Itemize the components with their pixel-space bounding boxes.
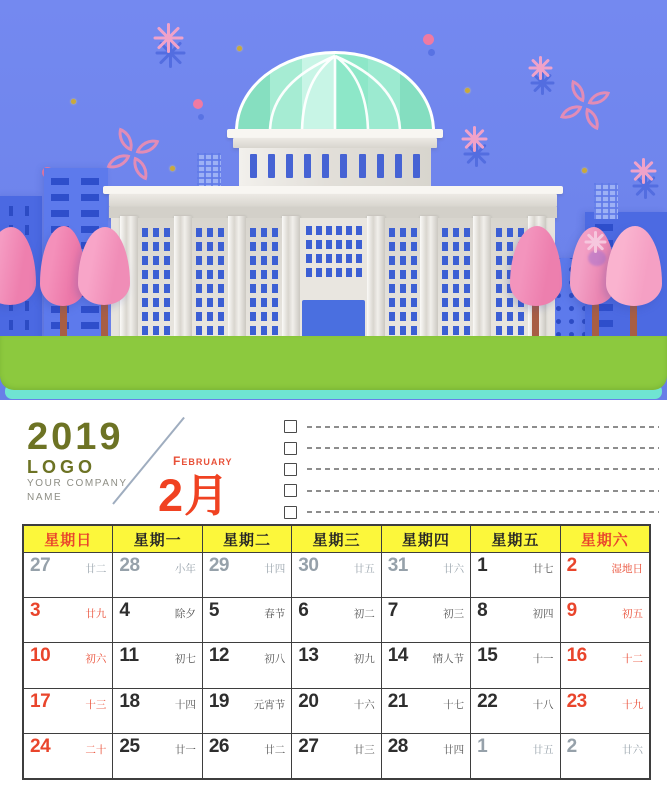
- note-row: [284, 459, 659, 480]
- calendar-day-cell[interactable]: [203, 689, 291, 733]
- weekday-header: 星期五: [471, 526, 559, 552]
- calendar-day-cell[interactable]: [292, 689, 380, 733]
- day-lunar-label: 初七: [174, 653, 196, 666]
- calendar-table: [22, 524, 651, 780]
- note-checkbox[interactable]: [284, 420, 297, 433]
- day-number: 8: [477, 600, 488, 622]
- calendar-day-cell[interactable]: [471, 689, 559, 733]
- calendar-day-cell[interactable]: [561, 553, 649, 597]
- note-checkbox[interactable]: [284, 484, 297, 497]
- building-column: [473, 216, 491, 338]
- day-number: 2: [566, 555, 577, 576]
- day-number: 28: [119, 555, 140, 576]
- day-number: 2: [566, 735, 577, 757]
- building-column: [174, 216, 192, 338]
- day-number: 13: [298, 645, 319, 667]
- calendar-day-cell[interactable]: [292, 598, 380, 642]
- day-lunar-label: 廿四: [443, 743, 465, 756]
- calendar-day-cell[interactable]: [382, 643, 470, 687]
- tree-blossom-icon: [584, 231, 606, 253]
- drum-cornice: [227, 129, 443, 138]
- day-lunar-label: 情人节: [432, 653, 465, 666]
- star-dot: [465, 88, 470, 93]
- day-lunar-label: 十七: [443, 698, 465, 711]
- confetti-dot: [423, 34, 434, 45]
- day-number: 4: [119, 600, 130, 622]
- day-lunar-label: 十八: [532, 698, 554, 711]
- day-lunar-label: 初六: [85, 653, 107, 666]
- day-lunar-label: 廿五: [532, 743, 554, 756]
- month-name-chinese: 2月: [158, 470, 231, 521]
- day-number: 5: [208, 600, 219, 622]
- note-dashed-line: [307, 511, 659, 513]
- day-number: 19: [208, 690, 229, 712]
- year-title: 2019: [27, 416, 124, 458]
- day-lunar-label: 初二: [353, 608, 375, 621]
- weekday-header: 星期四: [382, 526, 470, 552]
- day-lunar-label: 小年: [174, 563, 196, 575]
- day-lunar-label: 初五: [622, 608, 643, 621]
- flower-icon: [107, 128, 160, 181]
- note-checkbox[interactable]: [284, 463, 297, 476]
- day-number: 14: [387, 645, 408, 667]
- day-lunar-label: 廿一: [174, 743, 196, 756]
- star-dot: [582, 168, 587, 173]
- calendar-day-cell[interactable]: [113, 643, 201, 687]
- day-number: 24: [30, 735, 51, 757]
- calendar-day-cell[interactable]: [382, 553, 470, 597]
- day-lunar-label: 初八: [264, 653, 286, 666]
- calendar-day-cell[interactable]: [113, 553, 201, 597]
- weekday-header: 星期六: [561, 526, 649, 552]
- calendar-day-cell[interactable]: [471, 598, 559, 642]
- calendar-day-cell[interactable]: [24, 553, 112, 597]
- snowflake-icon: [630, 158, 656, 184]
- calendar-day-cell[interactable]: [203, 734, 291, 778]
- calendar-grid: [24, 553, 649, 778]
- day-lunar-label: 二十: [85, 743, 107, 756]
- day-lunar-label: 十三: [85, 698, 107, 711]
- calendar-day-cell[interactable]: [24, 643, 112, 687]
- day-number: 31: [387, 555, 408, 576]
- calendar-day-cell[interactable]: [203, 643, 291, 687]
- calendar-day-cell[interactable]: [292, 643, 380, 687]
- dome-ribs: [238, 54, 432, 131]
- company-name-line2: NAME: [27, 492, 63, 503]
- day-lunar-label: 元宵节: [253, 698, 286, 711]
- day-lunar-label: 十九: [622, 698, 643, 711]
- day-lunar-label: 初四: [532, 608, 554, 621]
- calendar-day-cell[interactable]: [382, 689, 470, 733]
- dome-drum: [239, 148, 431, 188]
- day-lunar-label: 廿四: [264, 563, 286, 575]
- calendar-day-cell[interactable]: [561, 643, 649, 687]
- flower-icon: [560, 80, 610, 130]
- calendar-day-cell[interactable]: [471, 553, 559, 597]
- calendar-day-cell[interactable]: [113, 734, 201, 778]
- day-number: 9: [566, 600, 577, 622]
- building-column: [367, 216, 385, 338]
- weekday-header: 星期二: [203, 526, 291, 552]
- day-number: 6: [298, 600, 309, 622]
- calendar-day-cell[interactable]: [113, 689, 201, 733]
- calendar-day-cell[interactable]: [292, 553, 380, 597]
- calendar-day-cell[interactable]: [113, 598, 201, 642]
- star-dot: [170, 166, 175, 171]
- weekday-header: 星期三: [292, 526, 380, 552]
- day-lunar-label: 十六: [353, 698, 375, 711]
- calendar-day-cell[interactable]: [24, 689, 112, 733]
- day-lunar-label: 十四: [174, 698, 196, 711]
- day-lunar-label: 廿二: [264, 743, 286, 756]
- star-dot: [71, 99, 76, 104]
- day-lunar-label: 除夕: [174, 608, 196, 621]
- note-checkbox[interactable]: [284, 506, 297, 519]
- day-lunar-label: 廿六: [443, 563, 465, 575]
- calendar-day-cell[interactable]: [203, 553, 291, 597]
- day-lunar-label: 廿五: [353, 563, 375, 575]
- day-lunar-label: 廿二: [85, 563, 107, 575]
- calendar-day-cell[interactable]: [382, 734, 470, 778]
- snowflake-icon: [461, 126, 487, 152]
- day-lunar-label: 廿九: [85, 608, 107, 621]
- day-lunar-label: 湿地日: [611, 563, 643, 575]
- window-panel: [438, 218, 473, 338]
- window-panel: [138, 218, 174, 338]
- day-number: 15: [477, 645, 498, 667]
- day-lunar-label: 春节: [264, 608, 286, 621]
- calendar-day-cell[interactable]: [292, 734, 380, 778]
- building-column: [420, 216, 438, 338]
- entablature-band: [109, 194, 557, 207]
- month-name-english: february: [173, 450, 233, 469]
- day-number: 25: [119, 735, 140, 757]
- entrance-door: [302, 300, 365, 338]
- day-lunar-label: 廿三: [353, 743, 375, 756]
- calendar-weekday-row: [24, 526, 649, 552]
- day-number: 18: [119, 690, 140, 712]
- calendar-day-cell[interactable]: [382, 598, 470, 642]
- calendar-day-cell[interactable]: [24, 734, 112, 778]
- day-number: 17: [30, 690, 51, 712]
- note-dashed-line: [307, 468, 659, 470]
- snowflake-icon: [153, 23, 183, 53]
- day-number: 21: [387, 690, 408, 712]
- day-number: 29: [208, 555, 229, 576]
- day-number: 3: [30, 600, 41, 622]
- background-tower: [594, 183, 618, 219]
- calendar-day-cell[interactable]: [561, 689, 649, 733]
- day-number: 1: [477, 735, 488, 757]
- entablature-top: [103, 186, 563, 194]
- grass-hill: [0, 336, 667, 390]
- day-lunar-label: 廿六: [622, 743, 643, 756]
- note-row: [284, 502, 659, 523]
- weekday-header: 星期一: [113, 526, 201, 552]
- calendar-day-cell[interactable]: [471, 643, 559, 687]
- calendar-day-cell[interactable]: [471, 734, 559, 778]
- center-bay: [300, 218, 367, 338]
- company-name-line1: YOUR COMPANY: [27, 478, 128, 489]
- day-number: 30: [298, 555, 319, 576]
- day-number: 20: [298, 690, 319, 712]
- note-checkbox[interactable]: [284, 442, 297, 455]
- day-number: 12: [208, 645, 229, 667]
- tree-trunk: [101, 300, 108, 338]
- day-lunar-label: 十二: [622, 653, 643, 666]
- note-dashed-line: [307, 447, 659, 449]
- day-number: 28: [387, 735, 408, 757]
- building-column: [282, 216, 300, 338]
- calendar-day-cell[interactable]: [561, 598, 649, 642]
- day-number: 26: [208, 735, 229, 757]
- day-number: 27: [30, 555, 51, 576]
- company-logo: LOGO: [27, 457, 96, 477]
- note-dashed-line: [307, 426, 659, 428]
- day-number: 11: [119, 645, 139, 667]
- snowflake-icon: [528, 56, 552, 80]
- day-lunar-label: 十一: [532, 653, 554, 666]
- day-number: 22: [477, 690, 498, 712]
- window-panel: [385, 218, 420, 338]
- day-lunar-label: 初三: [443, 608, 465, 621]
- day-number: 23: [566, 690, 587, 712]
- note-row: [284, 480, 659, 501]
- day-number: 7: [387, 600, 398, 622]
- calendar-day-cell[interactable]: [203, 598, 291, 642]
- star-dot: [237, 46, 242, 51]
- dome: [235, 51, 435, 131]
- day-number: 10: [30, 645, 51, 667]
- weekday-header: 星期日: [24, 526, 112, 552]
- day-number: 27: [298, 735, 319, 757]
- tree-trunk: [592, 300, 599, 338]
- note-row: [284, 416, 659, 437]
- notes-list: [284, 416, 659, 523]
- day-number: 1: [477, 555, 488, 576]
- window-panel: [246, 218, 282, 338]
- window-panel: [192, 218, 228, 338]
- calendar-day-cell[interactable]: [24, 598, 112, 642]
- day-lunar-label: 初九: [353, 653, 375, 666]
- day-lunar-label: 廿七: [532, 563, 554, 575]
- note-dashed-line: [307, 490, 659, 492]
- confetti-dot: [193, 99, 203, 109]
- day-number: 16: [566, 645, 587, 667]
- note-row: [284, 437, 659, 458]
- drum-cornice-lower: [233, 138, 437, 148]
- building-column: [228, 216, 246, 338]
- calendar-day-cell[interactable]: [561, 734, 649, 778]
